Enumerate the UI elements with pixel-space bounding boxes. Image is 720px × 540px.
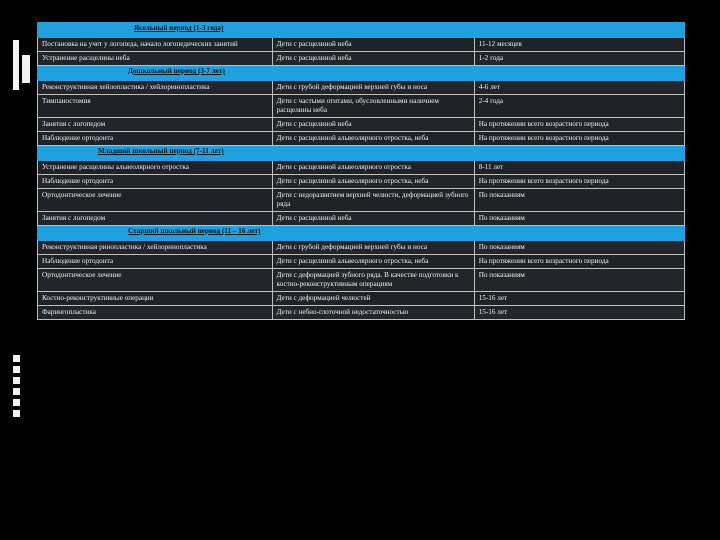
table-row xyxy=(38,132,685,146)
procedure-cell: Постановка на учет у логопеда, начало логопедических занятий xyxy=(38,38,273,52)
table-row xyxy=(38,38,685,52)
decorative-square xyxy=(13,399,20,406)
timing-cell: На протяжении всего возрастного периода xyxy=(474,255,684,269)
procedure-cell: Ортодонтическое лечение xyxy=(38,269,273,292)
procedure-cell: Занятия с логопедом xyxy=(38,212,273,226)
procedure-cell: Занятия с логопедом xyxy=(38,118,273,132)
procedure-cell: Тимпаностомия xyxy=(38,95,273,118)
procedure-cell: Наблюдение ортодонта xyxy=(38,255,273,269)
section-header xyxy=(38,146,685,161)
section-title: Дошкольный период (3-7 лет) xyxy=(128,67,225,75)
patients-cell: Дети с расщелиной альвеолярного отростка, неба xyxy=(272,132,474,146)
table-row xyxy=(38,81,685,95)
timing-cell: 4-6 лет xyxy=(474,81,684,95)
table-row xyxy=(38,212,685,226)
procedure-cell: Реконструктивная хейлопластика / хейлоринопластика xyxy=(38,81,273,95)
patients-cell: Дети с грубой деформацией верхней губы и носа xyxy=(272,241,474,255)
procedure-cell: Наблюдение ортодонта xyxy=(38,175,273,189)
timing-cell: 15-16 лет xyxy=(474,292,684,306)
timing-cell: По показаниям xyxy=(474,241,684,255)
patients-cell: Дети с расщелиной неба xyxy=(272,38,474,52)
procedure-cell: Костно-реконструктивные операции xyxy=(38,292,273,306)
table-row xyxy=(38,52,685,66)
patients-cell: Дети с грубой деформацией верхней губы и носа xyxy=(272,81,474,95)
table-row xyxy=(38,292,685,306)
section-title: Старший школьный период (11 – 16 лет) xyxy=(128,227,261,235)
table-row xyxy=(38,306,685,320)
timing-cell: На протяжении всего возрастного периода xyxy=(474,118,684,132)
patients-cell: Дети с недоразвитием верхней челюсти, деформацией зубного ряда xyxy=(272,189,474,212)
decorative-square xyxy=(13,377,20,384)
procedure-cell: Фарингопластика xyxy=(38,306,273,320)
decorative-bar xyxy=(22,55,30,83)
table-row xyxy=(38,269,685,292)
table-row xyxy=(38,161,685,175)
patients-cell: Дети с небно-глоточной недостаточностью xyxy=(272,306,474,320)
procedure-cell: Наблюдение ортодонта xyxy=(38,132,273,146)
table-row xyxy=(38,118,685,132)
decorative-bar xyxy=(13,40,19,90)
table-row xyxy=(38,175,685,189)
decorative-square xyxy=(13,355,20,362)
section-header xyxy=(38,66,685,81)
timing-cell: На протяжении всего возрастного периода xyxy=(474,132,684,146)
timing-cell: 11-12 месяцев xyxy=(474,38,684,52)
patients-cell: Дети с частыми отитами, обусловленными наличием расщелины неба xyxy=(272,95,474,118)
patients-cell: Дети с деформацией челюстей xyxy=(272,292,474,306)
timing-cell: По показаниям xyxy=(474,189,684,212)
timing-cell: По показаниям xyxy=(474,269,684,292)
table-row xyxy=(38,255,685,269)
procedure-cell: Ортодонтическое лечение xyxy=(38,189,273,212)
decorative-square xyxy=(13,410,20,417)
procedure-cell: Устранение расщелины неба xyxy=(38,52,273,66)
patients-cell: Дети с расщелиной альвеолярного отростка, неба xyxy=(272,175,474,189)
decorative-square xyxy=(13,366,20,373)
timing-cell: 1-2 года xyxy=(474,52,684,66)
patients-cell: Дети с расщелиной альвеолярного отростка, неба xyxy=(272,255,474,269)
table-row xyxy=(38,95,685,118)
timing-cell: На протяжении всего возрастного периода xyxy=(474,175,684,189)
patients-cell: Дети с расщелиной неба xyxy=(272,212,474,226)
procedure-cell: Реконструктивная ринопластика / хейлоринопластика xyxy=(38,241,273,255)
timing-cell: По показаниям xyxy=(474,212,684,226)
table-row xyxy=(38,189,685,212)
procedure-cell: Устранение расщелины альвеолярного отростка xyxy=(38,161,273,175)
treatment-schedule-table xyxy=(37,22,685,320)
section-header xyxy=(38,23,685,38)
section-title: Ясельный период (1-3 года) xyxy=(134,24,224,32)
table-row xyxy=(38,241,685,255)
patients-cell: Дети с деформацией зубного ряда. В качестве подготовки к костно-реконструктивным операциям xyxy=(272,269,474,292)
timing-cell: 2-4 года xyxy=(474,95,684,118)
patients-cell: Дети с расщелиной альвеолярного отростка xyxy=(272,161,474,175)
timing-cell: 8-11 лет xyxy=(474,161,684,175)
section-title: Младший школьный период (7-11 лет) xyxy=(98,147,224,155)
patients-cell: Дети с расщелиной неба xyxy=(272,118,474,132)
section-header xyxy=(38,226,685,241)
timing-cell: 15-16 лет xyxy=(474,306,684,320)
patients-cell: Дети с расщелиной неба xyxy=(272,52,474,66)
decorative-square xyxy=(13,388,20,395)
